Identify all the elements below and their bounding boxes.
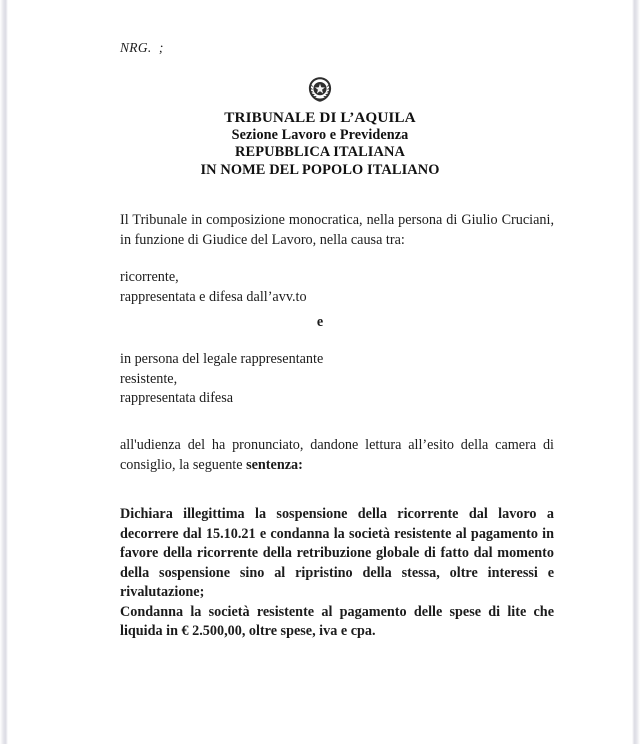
claimant-block <box>120 268 554 307</box>
respondent-role: resistente, <box>120 370 178 387</box>
intro-paragraph: Il Tribunale in composizione monocratica, nella persona di Giulio Cruciani, in funzione di Giudice del Lavoro, nella causa tra: <box>120 212 554 248</box>
court-heading-block <box>0 109 640 179</box>
parties-separator: e <box>316 314 324 330</box>
claimant-representation: rappresentata e difesa dall’avv.to <box>120 288 307 305</box>
ruling-block <box>120 505 554 642</box>
emblem-container <box>0 76 640 103</box>
court-name: TRIBUNALE DI L’AQUILA <box>224 109 416 126</box>
emblem-of-italy-icon <box>307 76 333 103</box>
respondent-representation: rappresentata difesa <box>120 390 234 406</box>
ruling-paragraph-1: Dichiara illegittima la sospensione della ricorrente dal lavoro a decorrere dal 15.10.21 e condanna la società resistente al pagamento in favore della ricorrente della retribuzione globale di fatto dal momento della sospensione sino al ripristino della stessa, oltre interessi e rivalutazione; <box>120 506 554 600</box>
claimant-role: ricorrente, <box>120 269 179 285</box>
hearing-text: all'udienza del ha pronunciato, dandone lettura all’esito della camera di consiglio, la seguente <box>120 437 554 473</box>
sentenza-keyword: sentenza: <box>246 456 303 473</box>
nrg-reference-line: NRG. ; <box>120 40 164 55</box>
hearing-paragraph <box>120 436 554 475</box>
republic-line: REPUBBLICA ITALIANA <box>235 144 405 160</box>
court-section: Sezione Lavoro e Previdenza <box>231 126 409 143</box>
respondent-legal-representative: in persona del legale rappresentante <box>120 351 324 367</box>
ruling-paragraph-2: Condanna la società resistente al pagamento delle spese di lite che liquida in € 2.500,00, oltre spese, iva e cpa. <box>120 603 554 639</box>
respondent-block <box>120 350 554 409</box>
in-name-of-people-line: IN NOME DEL POPOLO ITALIANO <box>200 161 440 178</box>
